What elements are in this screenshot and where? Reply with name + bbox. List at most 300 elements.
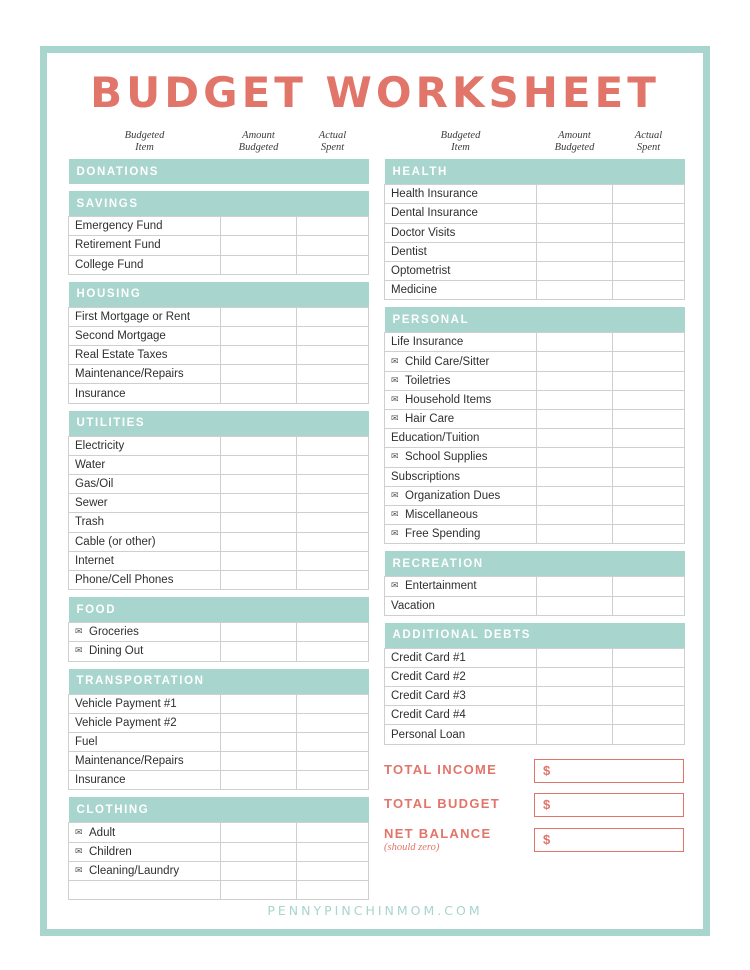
section-spacer <box>385 544 685 552</box>
actual-spent-input[interactable] <box>297 732 369 751</box>
row-label: Life Insurance <box>391 336 464 349</box>
row-label: Sewer <box>75 497 108 510</box>
section-header <box>69 797 369 823</box>
row-label-cell <box>69 436 221 455</box>
row-label-cell <box>69 694 221 713</box>
section-header <box>69 597 369 623</box>
envelope-icon: ✉ <box>391 451 399 462</box>
actual-spent-input[interactable] <box>613 448 685 467</box>
amount-budgeted-input[interactable] <box>537 204 613 223</box>
amount-budgeted-input[interactable] <box>537 725 613 744</box>
row-label: Adult <box>89 826 116 839</box>
actual-spent-input[interactable] <box>613 371 685 390</box>
spacer-cell <box>69 661 369 669</box>
section-header <box>385 159 685 185</box>
amount-budgeted-input[interactable] <box>221 494 297 513</box>
header-budgeted-item-line1: Budgeted <box>124 130 165 141</box>
row-label: Insurance <box>75 387 126 400</box>
actual-spent-input[interactable] <box>613 410 685 429</box>
envelope-icon: ✉ <box>391 489 399 500</box>
table-row <box>69 365 369 384</box>
amount-budgeted-input[interactable] <box>221 346 297 365</box>
actual-spent-input[interactable] <box>297 436 369 455</box>
header-amount-budgeted <box>221 130 297 159</box>
header-actual-spent <box>613 130 685 159</box>
amount-budgeted-input[interactable] <box>221 694 297 713</box>
table-row <box>385 371 685 390</box>
row-label: Gas/Oil <box>75 478 114 491</box>
actual-spent-input[interactable] <box>297 255 369 274</box>
row-label-cell <box>69 642 221 661</box>
envelope-icon: ✉ <box>391 393 399 404</box>
table-row <box>69 532 369 551</box>
total-sublabel: (should zero) <box>384 841 440 853</box>
spacer-cell <box>385 544 685 552</box>
actual-spent-input[interactable] <box>613 242 685 261</box>
row-label: College Fund <box>75 258 144 271</box>
amount-budgeted-input[interactable] <box>221 365 297 384</box>
actual-spent-input[interactable] <box>297 384 369 403</box>
row-label: Vehicle Payment #1 <box>75 697 177 710</box>
amount-budgeted-input[interactable] <box>537 525 613 544</box>
envelope-icon: ✉ <box>391 580 399 591</box>
amount-budgeted-input[interactable] <box>221 823 297 842</box>
spacer-cell <box>385 615 685 623</box>
total-value-input[interactable]: $ <box>534 793 684 817</box>
actual-spent-input[interactable] <box>297 771 369 790</box>
row-label: Vacation <box>391 599 435 612</box>
header-amount-budgeted-line2: Budgeted <box>238 142 279 154</box>
actual-spent-input[interactable] <box>297 752 369 771</box>
totals-section <box>384 759 684 854</box>
envelope-icon: ✉ <box>391 355 399 366</box>
actual-spent-input[interactable] <box>297 642 369 661</box>
section-header <box>69 669 369 695</box>
header-actual-spent <box>297 130 369 159</box>
row-label-cell <box>69 255 221 274</box>
total-label <box>384 797 534 812</box>
actual-spent-input[interactable] <box>297 713 369 732</box>
row-label-cell <box>385 725 537 744</box>
row-label-cell <box>69 307 221 326</box>
row-label: Insurance <box>75 774 126 787</box>
total-label <box>384 827 534 854</box>
amount-budgeted-input[interactable] <box>221 532 297 551</box>
total-label <box>384 763 534 778</box>
section-header <box>69 411 369 437</box>
section-spacer <box>69 790 369 798</box>
page-title: BUDGET WORKSHEET <box>90 68 660 117</box>
actual-spent-input[interactable] <box>297 861 369 880</box>
row-label-cell <box>69 365 221 384</box>
envelope-icon: ✉ <box>75 826 83 837</box>
amount-budgeted-input[interactable] <box>537 648 613 667</box>
table-row <box>69 732 369 751</box>
actual-spent-input[interactable] <box>613 648 685 667</box>
actual-spent-input[interactable] <box>613 667 685 686</box>
total-value-input[interactable]: $ <box>534 828 684 852</box>
row-label-cell <box>69 771 221 790</box>
amount-budgeted-input[interactable] <box>221 771 297 790</box>
table-row <box>385 333 685 352</box>
amount-budgeted-input[interactable] <box>221 436 297 455</box>
row-label: Household Items <box>405 393 492 406</box>
row-label-cell <box>69 217 221 236</box>
row-label: School Supplies <box>405 451 488 464</box>
amount-budgeted-input[interactable] <box>537 687 613 706</box>
table-row <box>385 648 685 667</box>
table-row <box>385 429 685 448</box>
amount-budgeted-input[interactable] <box>537 352 613 371</box>
actual-spent-input[interactable] <box>297 494 369 513</box>
actual-spent-input[interactable] <box>613 687 685 706</box>
actual-spent-input[interactable] <box>297 881 369 900</box>
table-row <box>385 204 685 223</box>
row-label-cell <box>69 732 221 751</box>
row-label: Cleaning/Laundry <box>89 864 180 877</box>
row-label-cell <box>385 577 537 596</box>
table-row <box>69 694 369 713</box>
row-label: Maintenance/Repairs <box>75 755 184 768</box>
row-label-cell <box>69 455 221 474</box>
worksheet-columns <box>68 130 684 900</box>
column-headers <box>69 130 369 159</box>
table-row <box>69 436 369 455</box>
amount-budgeted-input[interactable] <box>537 390 613 409</box>
row-label: Real Estate Taxes <box>75 349 168 362</box>
amount-budgeted-input[interactable] <box>221 384 297 403</box>
table-row <box>385 687 685 706</box>
table-row <box>385 505 685 524</box>
actual-spent-input[interactable] <box>297 217 369 236</box>
row-label-cell <box>69 346 221 365</box>
row-label: Fuel <box>75 735 98 748</box>
left-column <box>68 130 368 900</box>
section-header <box>385 623 685 649</box>
amount-budgeted-input[interactable] <box>537 223 613 242</box>
amount-budgeted-input[interactable] <box>537 467 613 486</box>
table-row <box>69 623 369 642</box>
row-label: Phone/Cell Phones <box>75 574 174 587</box>
table-row <box>385 725 685 744</box>
row-label-cell <box>385 352 537 371</box>
actual-spent-input[interactable] <box>613 429 685 448</box>
row-label-cell <box>385 448 537 467</box>
header-actual-spent-line2: Spent <box>636 142 661 154</box>
table-row <box>385 596 685 615</box>
table-row <box>69 713 369 732</box>
table-row <box>69 326 369 345</box>
amount-budgeted-input[interactable] <box>221 752 297 771</box>
header-budgeted-item-line2: Item <box>451 142 470 154</box>
row-label-cell <box>385 204 537 223</box>
total-row <box>384 759 684 783</box>
actual-spent-input[interactable] <box>613 352 685 371</box>
actual-spent-input[interactable] <box>613 204 685 223</box>
amount-budgeted-input[interactable] <box>221 642 297 661</box>
row-label: Retirement Fund <box>75 239 161 252</box>
amount-budgeted-input[interactable] <box>221 861 297 880</box>
amount-budgeted-input[interactable] <box>221 475 297 494</box>
header-budgeted-item <box>385 130 537 159</box>
amount-budgeted-input[interactable] <box>537 281 613 300</box>
row-label: Entertainment <box>405 580 477 593</box>
row-label: Dental Insurance <box>391 207 478 220</box>
row-label-cell <box>385 390 537 409</box>
row-label-cell <box>69 752 221 771</box>
amount-budgeted-input[interactable] <box>537 429 613 448</box>
amount-budgeted-input[interactable] <box>537 505 613 524</box>
envelope-icon: ✉ <box>391 374 399 385</box>
row-label-cell <box>385 429 537 448</box>
row-label: Free Spending <box>405 528 481 541</box>
actual-spent-input[interactable] <box>613 333 685 352</box>
section-header <box>69 282 369 308</box>
row-label-cell <box>385 596 537 615</box>
amount-budgeted-input[interactable] <box>221 455 297 474</box>
amount-budgeted-input[interactable] <box>221 513 297 532</box>
row-label-cell <box>385 667 537 686</box>
section-title: HEALTH <box>385 159 685 185</box>
row-label-cell <box>385 525 537 544</box>
actual-spent-input[interactable] <box>613 467 685 486</box>
envelope-icon: ✉ <box>391 528 399 539</box>
table-row <box>69 842 369 861</box>
section-header <box>69 159 369 184</box>
table-row <box>385 486 685 505</box>
amount-budgeted-input[interactable] <box>221 713 297 732</box>
table-row <box>69 881 369 900</box>
left-budget-table <box>68 130 369 900</box>
amount-budgeted-input[interactable] <box>537 242 613 261</box>
envelope-icon: ✉ <box>75 626 83 637</box>
header-amount-budgeted <box>537 130 613 159</box>
table-row <box>385 352 685 371</box>
actual-spent-input[interactable] <box>613 185 685 204</box>
actual-spent-input[interactable] <box>613 505 685 524</box>
table-row <box>69 642 369 661</box>
column-headers <box>385 130 685 159</box>
row-label: Credit Card #3 <box>391 690 466 703</box>
actual-spent-input[interactable] <box>297 326 369 345</box>
actual-spent-input[interactable] <box>297 365 369 384</box>
section-spacer <box>69 590 369 598</box>
row-label: Medicine <box>391 284 438 297</box>
section-title: TRANSPORTATION <box>69 669 369 695</box>
amount-budgeted-input[interactable] <box>221 623 297 642</box>
amount-budgeted-input[interactable] <box>221 881 297 900</box>
actual-spent-input[interactable] <box>297 307 369 326</box>
section-title: SAVINGS <box>69 191 369 217</box>
section-title: RECREATION <box>385 551 685 577</box>
amount-budgeted-input[interactable] <box>537 706 613 725</box>
amount-budgeted-input[interactable] <box>537 448 613 467</box>
worksheet-inner <box>54 58 696 924</box>
table-row <box>69 752 369 771</box>
row-label: Cable (or other) <box>75 535 156 548</box>
header-amount-budgeted-line1: Amount <box>242 130 275 141</box>
row-label-cell <box>385 648 537 667</box>
row-label: Dentist <box>391 245 427 258</box>
table-row <box>385 185 685 204</box>
table-row <box>385 577 685 596</box>
table-row <box>69 384 369 403</box>
header-actual-spent-line1: Actual <box>318 130 347 141</box>
actual-spent-input[interactable] <box>613 525 685 544</box>
actual-spent-input[interactable] <box>613 390 685 409</box>
section-spacer <box>385 300 685 308</box>
spacer-cell <box>69 590 369 598</box>
row-label: Credit Card #2 <box>391 670 466 683</box>
row-label-cell <box>69 713 221 732</box>
section-header <box>385 551 685 577</box>
actual-spent-input[interactable] <box>297 513 369 532</box>
row-label: Organization Dues <box>405 489 501 502</box>
row-label: Subscriptions <box>391 470 461 483</box>
table-row <box>69 346 369 365</box>
table-row <box>69 307 369 326</box>
actual-spent-input[interactable] <box>297 455 369 474</box>
actual-spent-input[interactable] <box>613 261 685 280</box>
section-spacer <box>69 661 369 669</box>
amount-budgeted-input[interactable] <box>221 217 297 236</box>
total-value-input[interactable]: $ <box>534 759 684 783</box>
section-title: UTILITIES <box>69 411 369 437</box>
envelope-icon: ✉ <box>75 645 83 656</box>
section-spacer <box>385 615 685 623</box>
row-label: Second Mortgage <box>75 329 166 342</box>
actual-spent-input[interactable] <box>297 236 369 255</box>
table-row <box>69 494 369 513</box>
row-label: Maintenance/Repairs <box>75 368 184 381</box>
actual-spent-input[interactable] <box>613 596 685 615</box>
header-amount-budgeted-line2: Budgeted <box>554 142 595 154</box>
spacer-cell <box>69 274 369 282</box>
amount-budgeted-input[interactable] <box>537 486 613 505</box>
row-label-cell <box>385 185 537 204</box>
table-row <box>69 771 369 790</box>
spacer-cell <box>69 790 369 798</box>
row-label: Child Care/Sitter <box>405 355 490 368</box>
actual-spent-input[interactable] <box>297 475 369 494</box>
actual-spent-input[interactable] <box>297 623 369 642</box>
envelope-icon: ✉ <box>75 864 83 875</box>
row-label-cell <box>385 242 537 261</box>
table-row <box>385 448 685 467</box>
envelope-icon: ✉ <box>391 509 399 520</box>
row-label: Education/Tuition <box>391 432 480 445</box>
amount-budgeted-input[interactable] <box>221 307 297 326</box>
actual-spent-input[interactable] <box>613 223 685 242</box>
amount-budgeted-input[interactable] <box>537 371 613 390</box>
spacer-cell <box>69 403 369 411</box>
table-row <box>69 823 369 842</box>
actual-spent-input[interactable] <box>297 842 369 861</box>
total-row <box>384 793 684 817</box>
section-header <box>385 307 685 333</box>
amount-budgeted-input[interactable] <box>537 261 613 280</box>
table-row <box>69 861 369 880</box>
actual-spent-input[interactable] <box>297 532 369 551</box>
header-amount-budgeted-line1: Amount <box>558 130 591 141</box>
amount-budgeted-input[interactable] <box>221 570 297 589</box>
row-label: Water <box>75 458 106 471</box>
row-label-cell <box>69 623 221 642</box>
actual-spent-input[interactable] <box>297 570 369 589</box>
amount-budgeted-input[interactable] <box>537 185 613 204</box>
right-budget-table <box>384 130 685 745</box>
table-row <box>69 217 369 236</box>
row-label: Vehicle Payment #2 <box>75 716 177 729</box>
table-row <box>385 467 685 486</box>
table-row <box>69 513 369 532</box>
amount-budgeted-input[interactable] <box>537 333 613 352</box>
actual-spent-input[interactable] <box>613 725 685 744</box>
section-title: ADDITIONAL DEBTS <box>385 623 685 649</box>
row-label: Miscellaneous <box>405 509 478 522</box>
actual-spent-input[interactable] <box>613 281 685 300</box>
row-label: Groceries <box>89 626 139 639</box>
amount-budgeted-input[interactable] <box>537 410 613 429</box>
row-label-cell <box>69 326 221 345</box>
amount-budgeted-input[interactable] <box>537 577 613 596</box>
amount-budgeted-input[interactable] <box>537 596 613 615</box>
actual-spent-input[interactable] <box>297 346 369 365</box>
amount-budgeted-input[interactable] <box>221 732 297 751</box>
table-row <box>385 281 685 300</box>
row-label-cell <box>69 551 221 570</box>
actual-spent-input[interactable] <box>613 706 685 725</box>
amount-budgeted-input[interactable] <box>221 326 297 345</box>
table-row <box>385 261 685 280</box>
envelope-icon: ✉ <box>75 845 83 856</box>
row-label: Personal Loan <box>391 728 466 741</box>
row-label: Internet <box>75 554 114 567</box>
row-label: Health Insurance <box>391 188 478 201</box>
section-title: CLOTHING <box>69 797 369 823</box>
amount-budgeted-input[interactable] <box>221 551 297 570</box>
row-label-cell <box>69 861 221 880</box>
actual-spent-input[interactable] <box>297 823 369 842</box>
envelope-icon: ✉ <box>391 413 399 424</box>
row-label: Children <box>89 845 132 858</box>
row-label-cell <box>69 881 221 900</box>
row-label-cell <box>385 687 537 706</box>
row-label-cell <box>69 494 221 513</box>
table-row <box>69 255 369 274</box>
row-label: Credit Card #1 <box>391 651 466 664</box>
section-title: PERSONAL <box>385 307 685 333</box>
row-label-cell <box>385 505 537 524</box>
actual-spent-input[interactable] <box>613 486 685 505</box>
amount-budgeted-input[interactable] <box>537 667 613 686</box>
amount-budgeted-input[interactable] <box>221 236 297 255</box>
row-label: Electricity <box>75 439 125 452</box>
header-actual-spent-line1: Actual <box>634 130 663 141</box>
actual-spent-input[interactable] <box>613 577 685 596</box>
total-label-text: NET BALANCE <box>384 825 492 841</box>
amount-budgeted-input[interactable] <box>221 842 297 861</box>
row-label-cell <box>69 475 221 494</box>
row-label-cell <box>69 823 221 842</box>
row-label-cell <box>385 410 537 429</box>
amount-budgeted-input[interactable] <box>221 255 297 274</box>
actual-spent-input[interactable] <box>297 551 369 570</box>
table-row <box>385 223 685 242</box>
section-spacer <box>69 274 369 282</box>
actual-spent-input[interactable] <box>297 694 369 713</box>
right-column <box>384 130 684 900</box>
